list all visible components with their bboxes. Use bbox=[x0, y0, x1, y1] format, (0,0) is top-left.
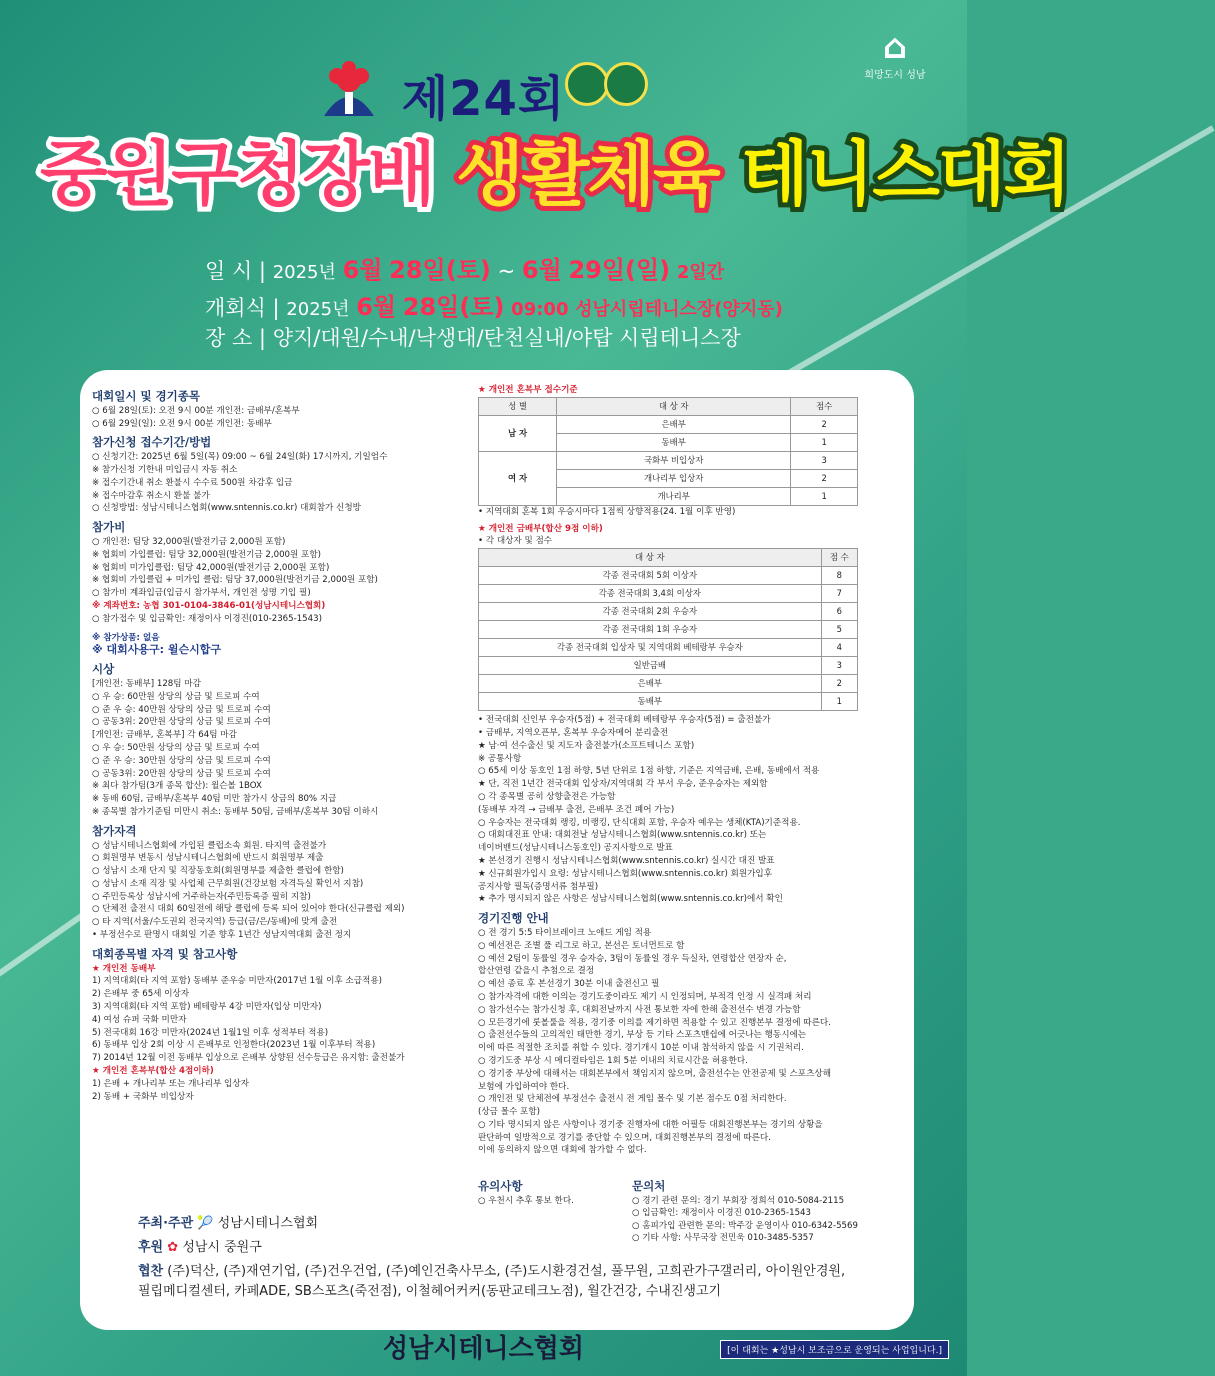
title-part-2: 생활체육 bbox=[456, 133, 719, 215]
list-item: • 금배부, 지역오픈부, 혼복부 우승자메어 분리출전 bbox=[478, 727, 669, 738]
table-header: 점수 bbox=[791, 397, 858, 415]
list-item: 4) 여성 슈퍼 국화 미만자 bbox=[92, 1014, 187, 1025]
schedule-duration: 2일간 bbox=[676, 262, 725, 283]
event-title bbox=[40, 118, 1070, 215]
list-item: ○ 개인전: 팀당 32,000원(발전기금 2,000원 포함) bbox=[92, 536, 286, 547]
table-row bbox=[479, 675, 858, 693]
table-cell: 은배부 bbox=[479, 675, 822, 693]
table-cell: 2 bbox=[821, 675, 857, 693]
coop-list: (주)덕산, (주)재연기업, (주)건우건업, (주)예인건축사무소, (주)도시환경건설, 풀무원, 고희관가구갤러리, 아이원안경원, 필립메디컬센터, 카페ADE, SB스포츠(죽전점), 이철헤어커커(동판교테크노점), 월간건강, 수내진생고기 bbox=[138, 1264, 846, 1299]
list-item: ○ 경기 관련 문의: 경기 부회장 정희석 010-5084-2115 bbox=[632, 1195, 845, 1206]
right-column bbox=[478, 384, 858, 1157]
section-heading: 대회일시 및 경기종목 bbox=[92, 389, 200, 403]
table-row bbox=[479, 621, 858, 639]
sponsor-line bbox=[138, 1236, 262, 1255]
list-item: 합산연령 같을시 추첨으로 결정 bbox=[478, 966, 595, 977]
list-item: ★ 본선경기 진행시 성남시테니스협회(www.sntennis.co.kr) 실시간 대진 발표 bbox=[478, 855, 775, 866]
list-item: 3) 지역대회(타 지역 포함) 베테랑부 4강 미만자(입상 미만자) bbox=[92, 1002, 322, 1013]
contacts bbox=[632, 1174, 872, 1245]
list-item: ○ 모든경기에 룻볼룰을 적용, 경기중 이의를 제기하면 적용할 수 있고 진행본부 결정에 따른다. bbox=[478, 1017, 831, 1028]
mixed-points-table bbox=[478, 397, 858, 506]
list-item: ○ 타 지역(서울/수도권외 전국지역) 등급(금/은/동배)에 맞게 출전 bbox=[92, 917, 338, 928]
section-heading: 경기진행 안내 bbox=[478, 911, 549, 926]
table-cell: 3 bbox=[791, 451, 858, 469]
list-item: 1) 지역대회(타 지역 포함) 동배부 준우승 미만자(2017년 1월 이후 소급적용) bbox=[92, 976, 382, 987]
schedule-line: 일 시 | 2025년 6월 28일(토) ~ 6월 29일(일) 2일간 bbox=[205, 256, 725, 284]
table-cell: 1 bbox=[791, 433, 858, 451]
tennis-association-emblem-icon bbox=[604, 62, 648, 106]
table-row bbox=[479, 567, 858, 585]
left-column bbox=[92, 384, 460, 1103]
list-item: ※ 협회비 가입클럽: 팀당 32,000원(발전기금 2,000원 포함) bbox=[92, 549, 321, 560]
table-cell: 4 bbox=[821, 639, 857, 657]
section-heading: 시상 bbox=[92, 662, 115, 677]
table-header: 성 별 bbox=[479, 397, 557, 415]
subheading: ★ 개인전 동배부 bbox=[92, 963, 156, 974]
table-cell: 일반금배 bbox=[479, 657, 822, 675]
list-item: ○ 경기중 부상에 대해서는 대회본부에서 책임지지 않으며, 출전선수는 안전공제 및 스포츠상해 bbox=[478, 1068, 832, 1079]
list-item: ○ 65세 이상 동호인 1점 하향, 5년 단위로 1점 하향, 기준은 지역금배, 은배, 동배에서 적용 bbox=[478, 766, 820, 777]
table-header: 대 상 자 bbox=[557, 397, 791, 415]
sponsor-name: 성남시 중원구 bbox=[182, 1240, 262, 1255]
precautions bbox=[478, 1174, 628, 1207]
list-item: ※ 참가상품: 없음 bbox=[92, 632, 160, 643]
list-item: ★ 추가 명시되지 않은 사항은 성남시테니스협회(www.sntennis.co.kr)에서 확인 bbox=[478, 894, 783, 905]
list-item: ○ 참가비 계좌입금(입금시 참가부서, 개인전 성명 기입 필) bbox=[92, 588, 311, 599]
schedule-year: 2025년 bbox=[272, 262, 336, 283]
sponsor-label: 후원 bbox=[138, 1240, 164, 1255]
list-item: ○ 주민등록상 성남시에 거주하는자(주민등록증 필히 지참) bbox=[92, 891, 311, 902]
table-cell: 동배부 bbox=[557, 433, 791, 451]
host-line bbox=[138, 1212, 318, 1231]
list-item: ※ 공통사항 bbox=[478, 753, 522, 764]
list-item: 이에 따른 적절한 조치를 취할 수 있다. 경기개시 10분 이내 참석하지 않을 시 기권처리. bbox=[478, 1043, 804, 1054]
table-title: ★ 개인전 금배부(합산 9점 이하) bbox=[478, 523, 603, 534]
list-item: 공지사항 필독(증명서류 첨부필) bbox=[478, 881, 599, 892]
list-item: 판단하여 일방적으로 경기를 중단할 수 있으며, 대회진행본부의 결정에 따른다. bbox=[478, 1132, 771, 1143]
table-cell: 여 자 bbox=[479, 451, 557, 505]
list-item: ○ 대회대진표 안내: 대회전날 성남시테니스협회(www.sntennis.co.kr) 또는 bbox=[478, 830, 767, 841]
city-logo-text: 희망도시 성남 bbox=[864, 70, 926, 81]
list-item: ○ 단체전 출전시 대회 60일전에 해당 클럽에 등록 되어 있어야 한다(신규클럽 제외) bbox=[92, 904, 405, 915]
opening-place: 성남시립테니스장(양지동) bbox=[575, 299, 783, 320]
opening-year: 2025년 bbox=[286, 299, 350, 320]
table-row bbox=[479, 415, 858, 433]
list-item: ○ 우천시 추후 통보 한다. bbox=[478, 1195, 574, 1206]
list-item: ○ 준 우 승: 40만원 상당의 상금 및 트로피 수여 bbox=[92, 704, 271, 715]
section-heading: 참가자격 bbox=[92, 823, 137, 838]
table-cell: 8 bbox=[821, 567, 857, 585]
schedule-label: 일 시 bbox=[205, 259, 253, 283]
cooperation-line bbox=[138, 1262, 858, 1302]
association-logo-icon: 🎾 bbox=[197, 1216, 214, 1231]
table-cell: 남 자 bbox=[479, 415, 557, 451]
table-cell: 1 bbox=[821, 693, 857, 711]
table-cell: 6 bbox=[821, 603, 857, 621]
list-item: ○ 경기도중 부상 시 메디컬타임은 1회 5분 이내의 치료시간을 허용한다. bbox=[478, 1055, 748, 1066]
list-item: ○ 우 승: 60만원 상당의 상금 및 트로피 수여 bbox=[92, 691, 260, 702]
title-part-3: 테니스대회 bbox=[740, 133, 1070, 215]
seongnam-logo-icon: ✿ bbox=[167, 1240, 179, 1255]
list-item: ○ 개인전 및 단체전에 부정선수 출전시 전 게임 몰수 및 기본 점수도 0점 처리한다. bbox=[478, 1094, 787, 1105]
table-row bbox=[479, 451, 858, 469]
list-item: [개인전: 금배부, 혼복부] 각 64팀 마감 bbox=[92, 730, 237, 741]
venue-label: 장 소 bbox=[205, 326, 253, 350]
section-heading: 참가신청 접수기간/방법 bbox=[92, 435, 212, 450]
table-cell: 은배부 bbox=[557, 415, 791, 433]
list-item: ○ 성남시 소재 직장 및 사업체 근무회원(건강보험 자격득실 확인서 지참) bbox=[92, 878, 364, 889]
gold-points-table bbox=[478, 548, 858, 711]
subheading: ★ 개인전 혼복부(합산 4점이하) bbox=[92, 1066, 214, 1077]
account-number: ※ 계좌번호: 농협 301-0104-3846-01(성남시테니스협회) bbox=[92, 600, 326, 611]
section-heading: 문의처 bbox=[632, 1179, 666, 1193]
list-item: 네이버밴드(성남시테니스동호인) 공지사항으로 발표 bbox=[478, 843, 673, 854]
table-header: 대 상 자 bbox=[479, 549, 822, 567]
list-item: 7) 2014년 12월 이전 동배부 입상으로 은배부 상향된 선수등급은 유지함: 출전불가 bbox=[92, 1053, 405, 1064]
schedule-month-2: 6월 bbox=[521, 256, 562, 284]
section-heading: 유의사항 bbox=[478, 1179, 523, 1193]
section-heading: 대회종목별 자격 및 참고사항 bbox=[92, 946, 238, 961]
list-item: ※ 참가신청 기한내 미입금시 자동 취소 bbox=[92, 464, 238, 475]
table-cell: 국화부 비입상자 bbox=[557, 451, 791, 469]
list-item: ○ 홈피가입 관련한 문의: 박주강 운영이사 010-6342-5569 bbox=[632, 1220, 858, 1231]
table-cell: 2 bbox=[791, 415, 858, 433]
list-item: 1) 은배 + 개나리부 또는 개나리부 입상자 bbox=[92, 1078, 249, 1089]
list-item: ○ 신청기간: 2025년 6월 5일(목) 09:00 ~ 6월 24일(화) 17시까지, 기일엄수 bbox=[92, 452, 388, 463]
list-item: ○ 신청방법: 성남시테니스협회(www.sntennis.co.kr) 대회참가 신청방 bbox=[92, 503, 361, 514]
opening-line: 개회식 | 2025년 6월 28일(토) 09:00 성남시립테니스장(양지동) bbox=[205, 293, 783, 321]
opening-day: 28일(토) bbox=[402, 293, 505, 321]
list-item: (동배부 자격 → 금배부 출전, 은배부 조건 폐어 가능) bbox=[478, 804, 675, 815]
opening-time: 09:00 bbox=[511, 299, 569, 320]
list-item: ○ 예선 종료 후 본선경기 30분 이내 출전신고 필 bbox=[478, 979, 660, 990]
section-heading: 참가비 bbox=[92, 520, 126, 535]
table-note: • 지역대회 혼복 1회 우승시마다 1점씩 상향적용(24. 1월 이후 반영) bbox=[478, 506, 736, 517]
list-item: ※ 종목별 참가기준팀 미만시 취소: 동배부 50팀, 금배부/혼복부 30팀 이하시 bbox=[92, 806, 379, 817]
list-item: ○ 성남시 소재 단지 및 직장동호회(회원명부를 제출한 클럽에 한함) bbox=[92, 866, 344, 877]
table-cell: 3 bbox=[821, 657, 857, 675]
list-item: 6) 동배부 입상 2회 이상 시 은배부로 인정한다(2023년 1월 이후부터 적용) bbox=[92, 1040, 376, 1051]
table-row bbox=[479, 657, 858, 675]
list-item: 5) 전국대회 16강 미만자(2024년 1월1일 이후 성적부터 적용) bbox=[92, 1027, 329, 1038]
edition-heading: 제24회 bbox=[401, 71, 566, 127]
schedule-tilde: ~ bbox=[497, 259, 516, 283]
list-item: (상금 몰수 포함) bbox=[478, 1107, 540, 1118]
coop-label: 협찬 bbox=[138, 1264, 164, 1279]
schedule-day-1: 28일(토) bbox=[389, 256, 491, 284]
table-row bbox=[479, 603, 858, 621]
list-item: • 전국대회 신인부 우승자(5점) + 전국대회 베테랑부 우승자(5점) = 출전불가 bbox=[478, 715, 771, 726]
schedule-day-2: 29일(일) bbox=[568, 256, 671, 284]
list-item: 이에 동의하지 않으면 대회에 참가할 수 없다. bbox=[478, 1145, 647, 1156]
list-item: ○ 준 우 승: 30만원 상당의 상금 및 트로피 수여 bbox=[92, 755, 271, 766]
list-item: ○ 각 종목별 공히 상향출전은 가능함 bbox=[478, 791, 616, 802]
city-logo-mark-icon: ⌂ bbox=[882, 27, 908, 67]
list-item: • 부정선수로 판명시 대회일 기준 향후 1년간 성남지역대회 출전 정지 bbox=[92, 930, 352, 941]
list-item: ○ 참가접수 및 입금확인: 재정이사 이경진(010-2365-1543) bbox=[92, 613, 322, 624]
table-cell: 개나리부 bbox=[557, 487, 791, 505]
table-cell: 각종 전국대회 3,4회 이상자 bbox=[479, 585, 822, 603]
list-item: [개인전: 동배부] 128팀 마감 bbox=[92, 678, 201, 689]
list-item: ○ 성남시테니스협회에 가입된 클럽소속 회원. 타지역 출전불가 bbox=[92, 840, 327, 851]
list-item: ○ 6월 28일(토): 오전 9시 00분 개인전: 금배부/혼복부 bbox=[92, 405, 300, 416]
list-item: ※ 접수기간내 취소 환불시 수수료 500원 차감후 입금 bbox=[92, 477, 293, 488]
list-item: ○ 공동3위: 20만원 상당의 상금 및 트로피 수여 bbox=[92, 768, 271, 779]
list-item: ○ 기타 명시되지 않은 사항이나 경기중 진행자에 대한 어필등 대회진행본부는 경기의 상황을 bbox=[478, 1119, 823, 1130]
table-cell: 2 bbox=[791, 469, 858, 487]
list-item: ○ 전 경기 5:5 타이브레이크 노애드 게임 적용 bbox=[478, 927, 652, 938]
subsidy-notice: [이 대회는 ★성남시 보조금으로 운영되는 사업입니다.] bbox=[720, 1340, 949, 1359]
list-item: ※ 동배 60팀, 금배부/혼복부 40팀 미만 참가시 상금의 80% 지급 bbox=[92, 794, 337, 805]
table-row bbox=[479, 693, 858, 711]
association-name: 성남시테니스협회 bbox=[383, 1334, 584, 1364]
list-item: ★ 신규회원가입시 요령: 성남시테니스협회(www.sntennis.co.kr) 회원가입후 bbox=[478, 868, 773, 879]
list-item: 보험에 가입하여야 한다. bbox=[478, 1081, 570, 1092]
table-subtitle: • 각 대상자 및 점수 bbox=[478, 536, 553, 547]
list-item: ※ 최다 참가팀(3개 종목 합산): 윌슨볼 1BOX bbox=[92, 781, 262, 792]
list-item: ※ 협회비 가입클럽 + 미가입 클럽: 팀당 37,000원(발전기금 2,000원 포함) bbox=[92, 575, 378, 586]
table-header: 점 수 bbox=[821, 549, 857, 567]
list-item: ★ 남·여 선수출신 및 지도자 출전불가(소프트테니스 포함) bbox=[478, 740, 695, 751]
table-cell: 1 bbox=[791, 487, 858, 505]
schedule-month-1: 6월 bbox=[342, 256, 383, 284]
list-item: ○ 우 승: 50만원 상당의 상금 및 트로피 수여 bbox=[92, 742, 260, 753]
list-item: 2) 동배 + 국화부 비입상자 bbox=[92, 1091, 194, 1102]
list-item: ○ 우승자는 전국대회 랭킹, 비랭킹, 단식대회 포함, 우승자 예우는 생체(KTA)기준적용. bbox=[478, 817, 801, 828]
list-item: ○ 출전선수들의 고의적인 태만한 경기, 부상 등 기타 스포츠맨쉽에 어긋나는 행동시에는 bbox=[478, 1030, 807, 1041]
list-item: ○ 공동3위: 20만원 상당의 상금 및 트로피 수여 bbox=[92, 717, 271, 728]
list-item: ○ 입금확인: 재정이사 이경진 010-2365-1543 bbox=[632, 1208, 811, 1219]
table-title: ★ 개인전 혼복부 접수기준 bbox=[478, 385, 578, 395]
table-cell: 개나리부 입상자 bbox=[557, 469, 791, 487]
title-part-1: 중원구청장배 bbox=[40, 133, 434, 215]
venue-line: 장 소 | 양지/대원/수내/낙생대/탄천실내/야탑 시립테니스장 bbox=[205, 326, 741, 350]
table-cell: 7 bbox=[821, 585, 857, 603]
host-name: 성남시테니스협회 bbox=[217, 1216, 319, 1231]
list-item: ○ 6월 29일(일): 오전 9시 00분 개인전: 동배부 bbox=[92, 418, 272, 429]
list-item: 2) 은배부 중 65세 이상자 bbox=[92, 989, 190, 1000]
list-item: ○ 예선 2팀이 동률일 경우 승자승, 3팀이 동률일 경우 득실차, 연령합산 연장자 순, bbox=[478, 953, 787, 964]
list-item: ※ 접수마감후 취소시 환불 불가 bbox=[92, 490, 210, 501]
list-item: ★ 단, 직전 1년간 전국대회 입상자/지역대회 각 부서 우승, 준우승자는 제외함 bbox=[478, 779, 768, 790]
table-cell: 각종 전국대회 5회 이상자 bbox=[479, 567, 822, 585]
gu-emblem-icon bbox=[565, 62, 609, 106]
table-cell: 5 bbox=[821, 621, 857, 639]
table-row bbox=[479, 585, 858, 603]
list-item: ○ 기타 사항: 사무국장 전민욱 010-3485-5357 bbox=[632, 1233, 814, 1244]
list-item: ○ 참가자격에 대한 이의는 경기도중이라도 제기 시 인정되며, 부적격 인정 시 실격패 처리 bbox=[478, 991, 812, 1002]
list-item: ○ 회원명부 변동시 성남시테니스협회에 반드시 회원명부 제출 bbox=[92, 853, 324, 864]
table-cell: 각종 전국대회 2회 우승자 bbox=[479, 603, 822, 621]
host-label: 주최·주관 bbox=[138, 1216, 194, 1231]
list-item: ○ 참가선수는 참가신청 후, 대회전날까지 사전 통보한 자에 한해 출전선수 변경 가능함 bbox=[478, 1004, 801, 1015]
list-item: ※ 협회비 미가입클럽: 팀당 42,000원(발전기금 2,000원 포함) bbox=[92, 562, 330, 573]
ball-info: ※ 대회사용구: 윌슨시합구 bbox=[92, 643, 222, 657]
table-cell: 각종 전국대회 1회 우승자 bbox=[479, 621, 822, 639]
opening-month: 6월 bbox=[356, 293, 397, 321]
venue-value: 양지/대원/수내/낙생대/탄천실내/야탑 시립테니스장 bbox=[272, 326, 741, 350]
opening-label: 개회식 bbox=[205, 296, 266, 320]
table-row bbox=[479, 639, 858, 657]
table-cell: 각종 전국대회 입상자 및 지역대회 베테랑부 우승자 bbox=[479, 639, 822, 657]
list-item: ○ 예선전은 조별 풀 리그로 하고, 본선은 토너먼트로 함 bbox=[478, 940, 685, 951]
table-cell: 동배부 bbox=[479, 693, 822, 711]
